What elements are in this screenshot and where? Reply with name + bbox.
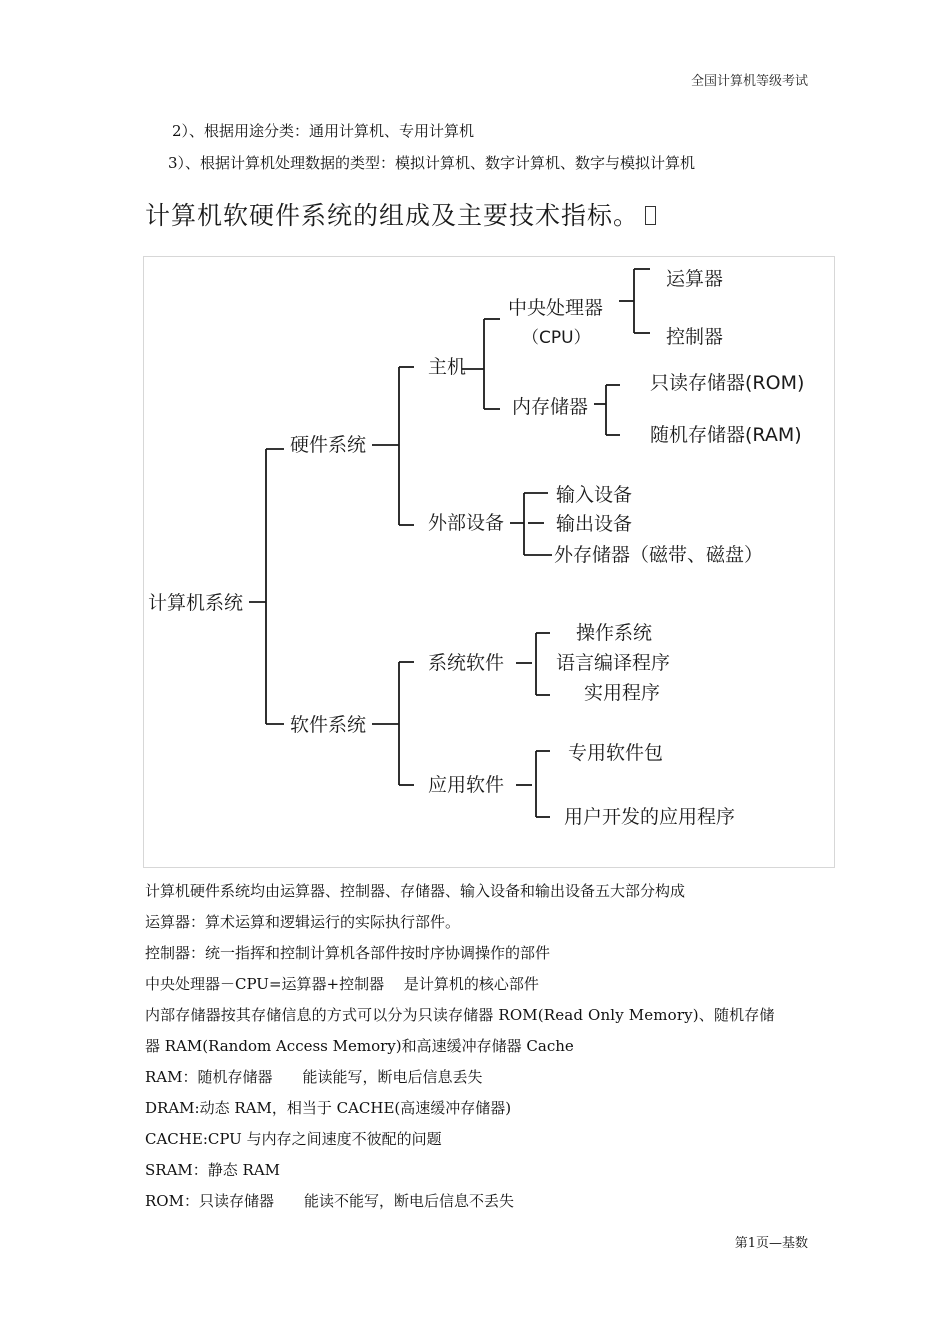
- missing-glyph-box: [645, 206, 656, 225]
- node-rom: 只读存储器(ROM): [650, 372, 805, 394]
- node-host: 主机: [428, 356, 467, 378]
- node-root: 计算机系统: [148, 592, 244, 614]
- controller-definition: 控制器：统一指挥和控制计算机各部件按时序协调操作的部件: [145, 944, 551, 962]
- node-compiler: 语言编译程序: [556, 652, 671, 674]
- node-external-storage: 外存储器（磁带、磁盘）: [554, 544, 764, 566]
- rom-definition: ROM：只读存储器 能读不能写，断电后信息不丢失: [145, 1192, 514, 1210]
- running-header: 全国计算机等级考试: [690, 74, 808, 89]
- ram-definition: RAM：随机存储器 能读能写，断电后信息丢失: [145, 1068, 483, 1086]
- node-system-software: 系统软件: [428, 652, 505, 674]
- memory-classification: 内部存储器按其存储信息的方式可以分为只读存储器 ROM(Read Only Memory)、随机存储: [145, 1006, 775, 1024]
- node-ram: 随机存储器(RAM): [650, 424, 802, 446]
- node-software: 软件系统: [290, 714, 367, 736]
- dram-definition: DRAM:动态 RAM，相当于 CACHE(高速缓冲存储器): [145, 1099, 512, 1117]
- classification-by-purpose: 2）、根据用途分类：通用计算机、专用计算机: [172, 122, 475, 140]
- node-memory: 内存储器: [512, 396, 589, 418]
- node-peripherals: 外部设备: [428, 512, 505, 534]
- hardware-overview: 计算机硬件系统均由运算器、控制器、存储器、输入设备和输出设备五大部分构成: [145, 882, 686, 900]
- node-special-package: 专用软件包: [568, 742, 664, 764]
- node-user-programs: 用户开发的应用程序: [564, 806, 736, 828]
- cache-definition: CACHE:CPU 与内存之间速度不彼配的问题: [145, 1130, 442, 1148]
- node-controller: 控制器: [666, 326, 724, 348]
- node-app-software: 应用软件: [428, 774, 505, 796]
- node-cpu-abbr: （CPU）: [522, 328, 591, 348]
- classification-by-data-type: 3）、根据计算机处理数据的类型：模拟计算机、数字计算机、数字与模拟计算机: [168, 154, 696, 172]
- node-os: 操作系统: [576, 622, 653, 644]
- section-title-text: 计算机软硬件系统的组成及主要技术指标。: [145, 201, 640, 230]
- node-input-device: 输入设备: [556, 484, 633, 506]
- cpu-definition: 中央处理器－CPU=运算器+控制器 是计算机的核心部件: [145, 975, 539, 993]
- section-title: [145, 196, 656, 232]
- memory-classification-cont: 器 RAM(Random Access Memory)和高速缓冲存储器 Cache: [145, 1037, 574, 1055]
- diagram-svg: [144, 257, 834, 867]
- node-output-device: 输出设备: [556, 513, 633, 535]
- alu-definition: 运算器：算术运算和逻辑运行的实际执行部件。: [145, 913, 461, 931]
- node-utility: 实用程序: [584, 682, 661, 704]
- node-hardware: 硬件系统: [290, 434, 367, 456]
- node-cpu: 中央处理器: [508, 297, 604, 319]
- page-footer: 第1页—基数: [734, 1236, 808, 1251]
- sram-definition: SRAM：静态 RAM: [145, 1161, 281, 1179]
- system-composition-diagram: [143, 256, 835, 868]
- node-alu: 运算器: [666, 268, 724, 290]
